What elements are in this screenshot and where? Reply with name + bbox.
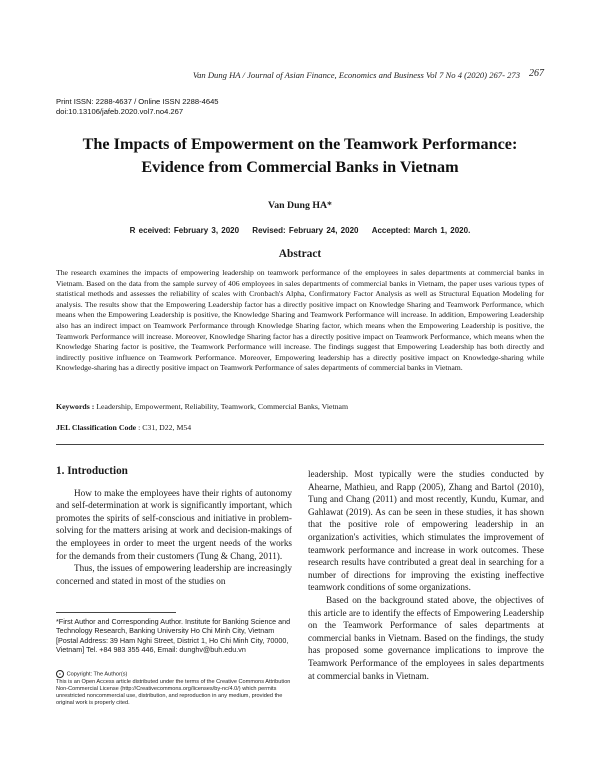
title-line-2: Evidence from Commercial Banks in Vietnam bbox=[141, 158, 459, 176]
copyright-icon: c bbox=[56, 670, 64, 678]
intro-paragraph-4: Based on the background stated above, the objectives of this article are to identify the effects of Empowering Leadership on the Teamwork Performance of sales departments at commercial banks in Vietnam. Based on the findings, the study has proposed some governance implications to improve the Teamwork Performance of the employees in sales departments at commercial banks in Vietnam. bbox=[308, 594, 544, 681]
copyright-notice bbox=[56, 670, 292, 707]
license-text: This is an Open Access article distributed under the terms of the Creative Commons Attribution Non-Commercial License (http://Creativecommons.org/licenses/by-nc/4.0/) which permits unrestricted noncommercial use, distribution, and reproduction in any medium, provided the original work is properly cited. bbox=[56, 678, 291, 706]
intro-paragraph-1: How to make the employees have their rights of autonomy and self-determination at work is significantly important, which promotes the spirits of self-conscious and initiative in problem-solving for the matters arising at work and decision-makings of the employees in order to meet the urgent needs of the works for the demands from their customers (Tung & Chang, 2011). bbox=[56, 487, 292, 561]
introduction-heading: 1. Introduction bbox=[56, 465, 128, 477]
submission-dates bbox=[0, 226, 600, 235]
received-date: R eceived: February 3, 2020 bbox=[129, 226, 240, 235]
keywords-label: Keywords : bbox=[56, 402, 95, 411]
running-head: Van Dung HA / Journal of Asian Finance, Economics and Business Vol 7 No 4 (2020) 267- 273 bbox=[192, 70, 520, 80]
right-column bbox=[308, 468, 544, 682]
revised-date: Revised: February 24, 2020 bbox=[252, 226, 359, 235]
keywords bbox=[56, 402, 544, 411]
jel-text: : C31, D22, M54 bbox=[138, 423, 192, 432]
copyright-line: Copyright: The Author(s) bbox=[66, 671, 128, 678]
abstract-text: The research examines the impacts of empowering leadership on teamwork performance of the employees in sales departments at commercial banks in Vietnam. Based on the data from the sample survey of 406 employees in sales departments of commercial banks in Vietnam, the paper uses various types of statistical methods and assesses the reliability of scales with Cronbach's Alpha, Confirmatory Factor Analysis as well as Structural Equation Modeling for analysis. The results show that the Empowering Leadership factor has a directly positive impact on Knowledge Sharing and Teamwork Performance, which means when the Empowering Leadership is positive, the Knowledge Sharing and Teamwork Performance will increase. In addition, Empowering Leadership also has an indirect impact on Teamwork Performance through Knowledge Sharing factor, which means when the Empowering Leadership is positive, the Teamwork Performance will increase. Moreover, Knowledge Sharing factor has a directly positive impact on Teamwork Performance, which means when the Knowledge Sharing factor is positive, the Teamwork Performance will increase. The findings suggest that Empowering Leadership has both directly and indirectly positive influence on Teamwork Performance. Moreover, Empowering leadership has a directly positive impact on Knowledge-sharing while Knowledge-sharing has a directly positive impact on Teamwork Performance of sales departments of commercial banks in Vietnam. bbox=[56, 268, 544, 373]
page-number: 267 bbox=[529, 68, 544, 79]
jel-label: JEL Classification Code bbox=[56, 423, 137, 432]
author-footnote: *First Author and Corresponding Author. Institute for Banking Science and Technology Research, Banking University Ho Chi Minh City, Vietnam [Postal Address: 39 Ham Nghi Street, District 1, Ho Chi Minh City, 70000, Vietnam] Tel. +84 983 355 446, Email: dunghv@buh.edu.vn bbox=[56, 617, 291, 655]
accepted-date: Accepted: March 1, 2020. bbox=[371, 226, 471, 235]
intro-paragraph-2: Thus, the issues of empowering leadership are increasingly concerned and stated in most of the studies on bbox=[56, 563, 292, 586]
title-line-1: The Impacts of Empowerment on the Teamwork Performance: bbox=[82, 135, 518, 153]
footnote-divider bbox=[56, 612, 176, 613]
intro-paragraph-3: leadership. Most typically were the studies conducted by Ahearne, Mathieu, and Rapp (2005), Zhang and Bartol (2010), Tung and Chang (2011) and most recently, Kundu, Kumar, and Gahlawat (2019). As can be seen in these studies, it has shown that the positive role of empowering leadership in an organization's activities, which stimulates the improvement of teamwork performance and increase in work outcomes. These research results have contributed a great deal in searching for a number of directions for improving the existing ineffective teamwork conditions of some organizations. bbox=[308, 469, 544, 593]
left-column bbox=[56, 465, 292, 587]
issn-line: Print ISSN: 2288-4637 / Online ISSN 2288-4645 bbox=[56, 97, 219, 106]
keywords-text: Leadership, Empowerment, Reliability, Teamwork, Commercial Banks, Vietnam bbox=[96, 402, 349, 411]
issn-block bbox=[56, 97, 219, 117]
jel-code bbox=[56, 423, 544, 432]
abstract-heading: Abstract bbox=[278, 248, 322, 260]
paper-title bbox=[50, 133, 550, 179]
section-divider bbox=[56, 444, 544, 445]
author-name: Van Dung HA* bbox=[268, 200, 332, 211]
doi-line[interactable]: doi:10.13106/jafeb.2020.vol7.no4.267 bbox=[56, 107, 184, 116]
